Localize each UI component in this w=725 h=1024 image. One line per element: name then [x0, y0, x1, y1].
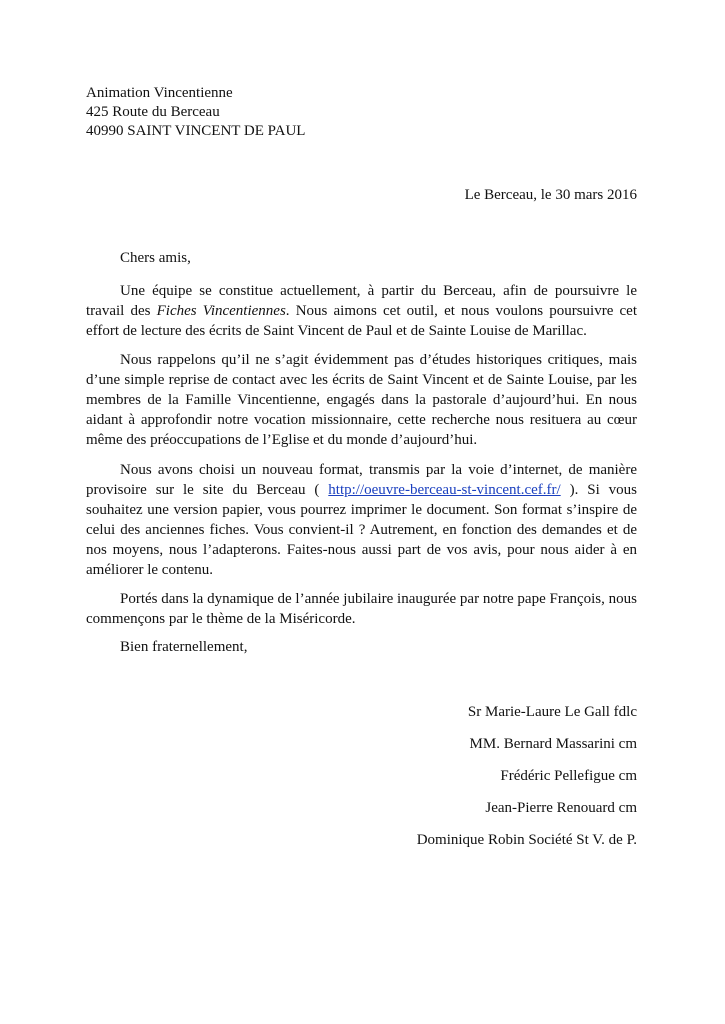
- sender-street: 425 Route du Berceau: [86, 104, 220, 120]
- signature-line: Jean-Pierre Renouard cm: [485, 800, 637, 816]
- paragraph-3: [86, 460, 637, 580]
- paragraph-1: [86, 281, 637, 341]
- letter-date: Le Berceau, le 30 mars 2016: [464, 187, 637, 203]
- website-link[interactable]: http://oeuvre-berceau-st-vincent.cef.fr/: [328, 482, 561, 498]
- closing: Bien fraternellement,: [120, 639, 248, 655]
- fiches-title: Fiches Vincentiennes: [156, 303, 286, 319]
- salutation: Chers amis,: [120, 250, 191, 266]
- signature-line: MM. Bernard Massarini cm: [469, 736, 637, 752]
- sender-organization: Animation Vincentienne: [86, 85, 233, 101]
- paragraph-2: Nous rappelons qu’il ne s’agit évidemment pas d’études historiques critiques, mais d’une simple reprise de contact avec les écrits de Saint Vincent et de Sainte Louise, par les membres de la Famille Vincentienne, engagés dans la pastorale d’aujourd’hui. En nous aidant à approfondir notre vocation missionnaire, cette recherche nous resituera au cœur même des préoccupations de l’Eglise et du monde d’aujourd’hui.: [86, 352, 637, 448]
- paragraph-1-text-b: . Nous aimons cet outil, et nous voulons poursuivre cet effort de lecture des écrits de Saint Vincent de Paul et de Sainte Louise de Marillac.: [86, 303, 637, 339]
- sender-address: [86, 84, 305, 141]
- paragraph-4: Portés dans la dynamique de l’année jubilaire inaugurée par notre pape François, nous commençons par le thème de la Miséricorde.: [86, 591, 637, 627]
- signature-block: [417, 702, 637, 862]
- paragraph-3-text-b: ). Si vous souhaitez une version papier, vous pourrez imprimer le document. Son format s’inspire de celui des anciennes fiches. Vous convient-il ? Autrement, en fonction des demandes et de nos moyens, nous l’adapterons. Faites-nous aussi part de vos avis, pour nous aider à en améliorer le contenu.: [86, 482, 638, 578]
- paragraph-3-text-a: Nous avons choisi un nouveau format, transmis par la voie d’internet, de manière provisoire sur le site du Berceau (: [86, 462, 637, 498]
- sender-city: 40990 SAINT VINCENT DE PAUL: [86, 123, 306, 139]
- signature-line: Frédéric Pellefigue cm: [500, 768, 637, 784]
- paragraph-1-text-a: Une équipe se constitue actuellement, à partir du Berceau, afin de poursuivre le travail des: [86, 283, 637, 319]
- signature-line: Sr Marie-Laure Le Gall fdlc: [467, 704, 637, 720]
- signature-line: Dominique Robin Société St V. de P.: [416, 832, 637, 848]
